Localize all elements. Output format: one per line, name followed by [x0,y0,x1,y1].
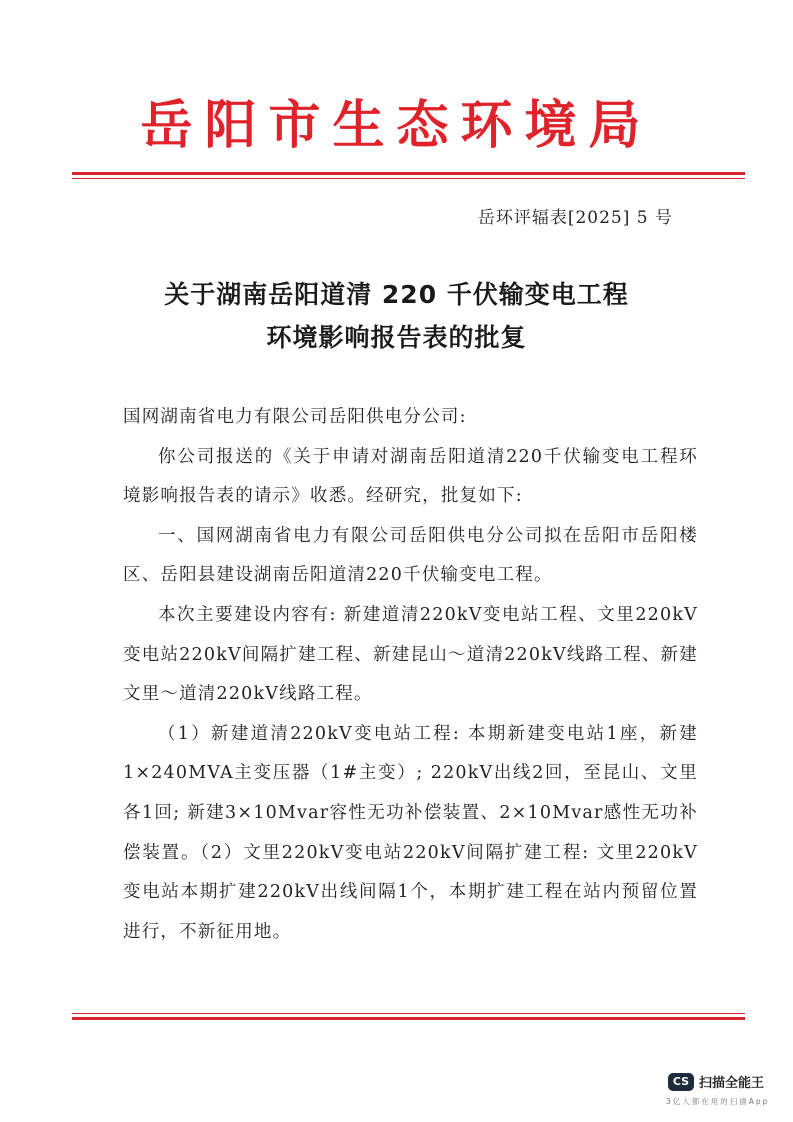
document-title-line-1: 关于湖南岳阳道清 220 千伏输变电工程 [164,280,629,309]
document-title-line-2: 环境影响报告表的批复 [266,323,527,352]
scanner-tagline: 3亿人都在用的扫描App [666,1097,770,1106]
body-paragraph: 你公司报送的《关于申请对湖南岳阳道清220千伏输变电工程环境影响报告表的请示》收悉。经研究，批复如下: [123,446,698,507]
scanner-badge [668,1072,764,1091]
masthead-rule-thick [72,172,745,175]
body-paragraph: 一、国网湖南省电力有限公司岳阳供电分公司拟在岳阳市岳阳楼区、岳阳县建设湖南岳阳道清220千伏输变电工程。 [123,525,698,586]
body-paragraph: （1）新建道清220kV变电站工程: 本期新建变电站1座，新建1×240MVA主变压器（1#主变）; 220kV出线2回，至昆山、文里各1回; 新建3×10Mvar容性无功补偿装置、2×10Mvar感性无功补偿装置。（2）文里220kV变电站220kV间隔扩建工程: 文里220kV变电站本期扩建220kV出线间隔1个，本期扩建工程在站内预留位置进行，不新征用地。 [123,723,698,942]
scanner-app-name: 扫描全能王 [699,1076,765,1091]
body-paragraph: 本次主要建设内容有: 新建道清220kV变电站工程、文里220kV变电站220kV间隔扩建工程、新建昆山～道清220kV线路工程、新建文里～道清220kV线路工程。 [123,604,698,705]
footer-rule-thick [72,1017,745,1020]
document-body [123,398,698,952]
camscanner-logo-icon: CS [668,1073,694,1091]
masthead-rule-thin [72,178,745,179]
agency-masthead: 岳阳市生态环境局 [140,96,653,156]
document-number: 岳环评辐表[2025] 5 号 [477,208,673,228]
footer-rule-thin [72,1013,745,1014]
recipient-line: 国网湖南省电力有限公司岳阳供电分公司: [123,407,467,427]
